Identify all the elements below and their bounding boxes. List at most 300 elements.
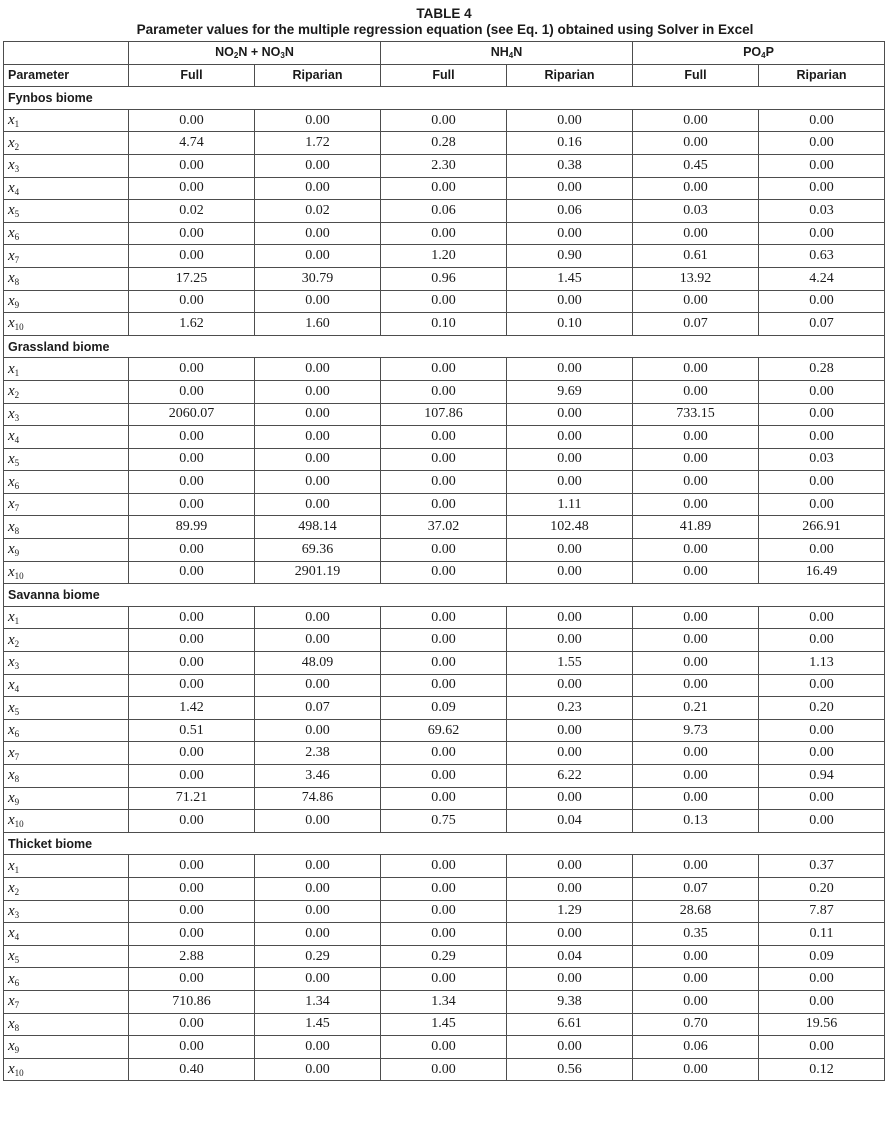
parameter-index: 8 [14, 774, 20, 785]
value-cell: 0.70 [633, 1013, 759, 1036]
sub-header-row [4, 64, 885, 87]
value-cell: 0.00 [759, 539, 885, 562]
value-cell: 0.00 [633, 990, 759, 1013]
parameter-symbol: x [8, 970, 15, 987]
value-cell: 0.00 [759, 222, 885, 245]
parameter-cell [4, 990, 129, 1013]
sub-header-full: Full [381, 64, 507, 87]
value-cell: 4.24 [759, 267, 885, 290]
value-cell: 0.00 [759, 154, 885, 177]
table-row [4, 877, 885, 900]
value-cell: 0.00 [633, 448, 759, 471]
value-cell: 0.00 [381, 380, 507, 403]
section-title: Thicket biome [4, 832, 885, 855]
value-cell: 0.00 [759, 606, 885, 629]
group-header-nh4n [381, 42, 633, 65]
value-cell: 0.00 [633, 629, 759, 652]
value-cell: 0.00 [381, 1036, 507, 1059]
value-cell: 0.00 [633, 109, 759, 132]
value-cell: 0.00 [507, 606, 633, 629]
value-cell: 0.00 [255, 606, 381, 629]
value-cell: 0.28 [381, 132, 507, 155]
parameter-symbol: x [8, 450, 15, 467]
sub-header-full: Full [633, 64, 759, 87]
parameter-cell [4, 719, 129, 742]
value-cell: 0.00 [381, 855, 507, 878]
value-cell: 0.00 [633, 222, 759, 245]
value-cell: 0.11 [759, 923, 885, 946]
value-cell: 0.00 [129, 900, 255, 923]
parameter-index: 7 [14, 1000, 20, 1011]
value-cell: 0.00 [381, 426, 507, 449]
parameter-index: 3 [14, 164, 20, 175]
parameter-index: 3 [14, 412, 20, 423]
value-cell: 74.86 [255, 787, 381, 810]
value-cell: 2.38 [255, 742, 381, 765]
group-header-text: N + NO [238, 45, 281, 60]
group-header-text: N [513, 45, 523, 60]
value-cell: 0.00 [129, 154, 255, 177]
table-row [4, 222, 885, 245]
value-cell: 1.62 [129, 313, 255, 336]
value-cell: 0.00 [129, 765, 255, 788]
value-cell: 0.00 [759, 426, 885, 449]
parameter-cell [4, 674, 129, 697]
value-cell: 28.68 [633, 900, 759, 923]
group-header-text: PO [743, 45, 762, 60]
value-cell: 0.12 [759, 1058, 885, 1081]
value-cell: 0.00 [633, 426, 759, 449]
value-cell: 0.00 [507, 923, 633, 946]
parameter-cell [4, 900, 129, 923]
value-cell: 0.00 [381, 222, 507, 245]
value-cell: 9.73 [633, 719, 759, 742]
value-cell: 0.00 [507, 719, 633, 742]
table-label: TABLE 4 [416, 6, 472, 21]
parameter-symbol: x [8, 722, 15, 739]
parameter-cell [4, 652, 129, 675]
parameter-cell [4, 787, 129, 810]
value-cell: 0.90 [507, 245, 633, 268]
value-cell: 0.00 [129, 923, 255, 946]
sub-header-riparian: Riparian [759, 64, 885, 87]
value-cell: 1.45 [381, 1013, 507, 1036]
value-cell: 0.00 [129, 448, 255, 471]
parameter-cell [4, 516, 129, 539]
value-cell: 0.00 [255, 154, 381, 177]
value-cell: 0.00 [633, 539, 759, 562]
value-cell: 0.00 [759, 109, 885, 132]
value-cell: 0.00 [507, 674, 633, 697]
value-cell: 266.91 [759, 516, 885, 539]
value-cell: 41.89 [633, 516, 759, 539]
parameter-cell [4, 448, 129, 471]
value-cell: 69.62 [381, 719, 507, 742]
value-cell: 0.10 [381, 313, 507, 336]
table-row [4, 1058, 885, 1081]
value-cell: 4.74 [129, 132, 255, 155]
table-row [4, 177, 885, 200]
parameter-cell [4, 1013, 129, 1036]
value-cell: 0.07 [633, 877, 759, 900]
table-row [4, 493, 885, 516]
value-cell: 0.00 [255, 290, 381, 313]
parameter-index: 6 [14, 480, 20, 491]
value-cell: 0.00 [255, 1036, 381, 1059]
parameter-index: 9 [14, 1045, 20, 1056]
value-cell: 0.20 [759, 877, 885, 900]
table-row [4, 810, 885, 833]
value-cell: 0.00 [507, 426, 633, 449]
value-cell: 0.00 [381, 471, 507, 494]
value-cell: 0.00 [381, 765, 507, 788]
value-cell: 0.00 [507, 222, 633, 245]
table-row [4, 403, 885, 426]
parameter-index: 5 [14, 209, 20, 220]
value-cell: 0.00 [633, 380, 759, 403]
parameter-cell [4, 877, 129, 900]
parameter-cell [4, 923, 129, 946]
value-cell: 0.00 [507, 742, 633, 765]
parameter-index: 2 [14, 887, 20, 898]
value-cell: 107.86 [381, 403, 507, 426]
value-cell: 0.00 [255, 810, 381, 833]
parameter-symbol: x [8, 405, 15, 422]
value-cell: 0.00 [255, 358, 381, 381]
value-cell: 0.29 [381, 945, 507, 968]
parameter-symbol: x [8, 473, 15, 490]
value-cell: 6.22 [507, 765, 633, 788]
value-cell: 0.00 [255, 900, 381, 923]
parameter-symbol: x [8, 993, 15, 1010]
value-cell: 0.00 [507, 855, 633, 878]
value-cell: 0.00 [759, 132, 885, 155]
parameter-cell [4, 765, 129, 788]
value-cell: 0.00 [255, 380, 381, 403]
value-cell: 0.00 [759, 471, 885, 494]
value-cell: 71.21 [129, 787, 255, 810]
value-cell: 0.03 [759, 448, 885, 471]
value-cell: 0.00 [759, 1036, 885, 1059]
value-cell: 0.00 [381, 1058, 507, 1081]
group-header-subscript: 2 [233, 51, 239, 61]
value-cell: 1.34 [381, 990, 507, 1013]
parameter-index: 8 [14, 277, 20, 288]
value-cell: 2.30 [381, 154, 507, 177]
parameter-index: 1 [14, 616, 20, 627]
value-cell: 0.00 [129, 177, 255, 200]
value-cell: 1.13 [759, 652, 885, 675]
parameter-symbol: x [8, 857, 15, 874]
value-cell: 0.00 [129, 358, 255, 381]
value-cell: 0.23 [507, 697, 633, 720]
value-cell: 0.00 [381, 877, 507, 900]
section-row-grassland-biome [4, 335, 885, 358]
parameter-cell [4, 154, 129, 177]
value-cell: 0.00 [759, 810, 885, 833]
value-cell: 69.36 [255, 539, 381, 562]
value-cell: 0.00 [381, 742, 507, 765]
parameter-symbol: x [8, 518, 15, 535]
value-cell: 0.00 [255, 493, 381, 516]
value-cell: 0.00 [129, 493, 255, 516]
value-cell: 0.00 [129, 968, 255, 991]
value-cell: 0.00 [129, 471, 255, 494]
parameter-cell [4, 968, 129, 991]
value-cell: 9.38 [507, 990, 633, 1013]
value-cell: 0.00 [759, 380, 885, 403]
value-cell: 0.07 [633, 313, 759, 336]
value-cell: 0.00 [255, 1058, 381, 1081]
table-row [4, 132, 885, 155]
value-cell: 16.49 [759, 561, 885, 584]
value-cell: 48.09 [255, 652, 381, 675]
value-cell: 0.00 [255, 855, 381, 878]
table-caption: Parameter values for the multiple regression equation (see Eq. 1) obtained using Solver in Excel [136, 22, 754, 37]
parameter-symbol: x [8, 315, 15, 332]
parameter-cell [4, 313, 129, 336]
value-cell: 2901.19 [255, 561, 381, 584]
value-cell: 0.21 [633, 697, 759, 720]
table-row [4, 358, 885, 381]
value-cell: 0.00 [633, 1058, 759, 1081]
parameter-cell [4, 810, 129, 833]
value-cell: 7.87 [759, 900, 885, 923]
value-cell: 0.07 [255, 697, 381, 720]
value-cell: 0.03 [759, 200, 885, 223]
parameter-symbol: x [8, 812, 15, 829]
value-cell: 0.00 [633, 561, 759, 584]
parameter-index: 7 [14, 751, 20, 762]
value-cell: 0.00 [381, 290, 507, 313]
value-cell: 0.00 [507, 109, 633, 132]
value-cell: 0.00 [255, 674, 381, 697]
parameter-cell [4, 1058, 129, 1081]
value-cell: 0.00 [633, 855, 759, 878]
value-cell: 0.06 [381, 200, 507, 223]
parameter-column-header: Parameter [4, 64, 129, 87]
value-cell: 102.48 [507, 516, 633, 539]
value-cell: 0.28 [759, 358, 885, 381]
table-row [4, 109, 885, 132]
parameter-symbol: x [8, 1015, 15, 1032]
value-cell: 0.00 [759, 742, 885, 765]
value-cell: 498.14 [255, 516, 381, 539]
parameter-symbol: x [8, 428, 15, 445]
value-cell: 0.63 [759, 245, 885, 268]
table-document [3, 6, 885, 1081]
parameter-cell [4, 1036, 129, 1059]
value-cell: 0.00 [381, 561, 507, 584]
section-row-fynbos-biome [4, 87, 885, 110]
parameter-cell [4, 200, 129, 223]
parameter-symbol: x [8, 360, 15, 377]
parameter-index: 10 [14, 570, 24, 581]
value-cell: 0.00 [381, 900, 507, 923]
parameter-symbol: x [8, 631, 15, 648]
parameter-index: 3 [14, 661, 20, 672]
parameter-cell [4, 561, 129, 584]
parameter-symbol: x [8, 789, 15, 806]
value-cell: 0.00 [129, 1036, 255, 1059]
parameter-symbol: x [8, 699, 15, 716]
table-body [4, 87, 885, 1081]
table-row [4, 697, 885, 720]
parameter-symbol: x [8, 925, 15, 942]
value-cell: 0.00 [381, 177, 507, 200]
value-cell: 0.00 [507, 629, 633, 652]
value-cell: 0.96 [381, 267, 507, 290]
parameter-cell [4, 471, 129, 494]
value-cell: 0.00 [129, 877, 255, 900]
value-cell: 0.09 [759, 945, 885, 968]
table-row [4, 380, 885, 403]
value-cell: 0.00 [633, 290, 759, 313]
value-cell: 0.00 [507, 561, 633, 584]
value-cell: 0.00 [759, 290, 885, 313]
value-cell: 0.00 [633, 765, 759, 788]
value-cell: 17.25 [129, 267, 255, 290]
value-cell: 0.00 [381, 493, 507, 516]
value-cell: 19.56 [759, 1013, 885, 1036]
value-cell: 0.00 [255, 877, 381, 900]
section-title: Grassland biome [4, 335, 885, 358]
value-cell: 0.00 [255, 109, 381, 132]
parameter-index: 10 [14, 322, 24, 333]
parameter-index: 9 [14, 796, 20, 807]
value-cell: 0.00 [255, 177, 381, 200]
value-cell: 0.00 [759, 674, 885, 697]
value-cell: 0.00 [759, 990, 885, 1013]
parameter-cell [4, 855, 129, 878]
parameter-symbol: x [8, 676, 15, 693]
value-cell: 0.00 [129, 380, 255, 403]
parameter-index: 6 [14, 232, 20, 243]
value-cell: 0.00 [129, 674, 255, 697]
parameter-index: 1 [14, 864, 20, 875]
value-cell: 0.00 [507, 968, 633, 991]
table-row [4, 990, 885, 1013]
value-cell: 0.61 [633, 245, 759, 268]
value-cell: 1.20 [381, 245, 507, 268]
value-cell: 0.00 [255, 629, 381, 652]
value-cell: 0.00 [255, 245, 381, 268]
value-cell: 0.00 [255, 448, 381, 471]
value-cell: 0.00 [381, 652, 507, 675]
value-cell: 0.51 [129, 719, 255, 742]
group-header-row [4, 42, 885, 65]
parameter-cell [4, 222, 129, 245]
section-title: Fynbos biome [4, 87, 885, 110]
value-cell: 0.75 [381, 810, 507, 833]
group-header-text: N [284, 45, 294, 60]
value-cell: 1.29 [507, 900, 633, 923]
parameter-index: 4 [14, 683, 20, 694]
value-cell: 0.00 [633, 132, 759, 155]
parameter-cell [4, 109, 129, 132]
value-cell: 0.00 [255, 471, 381, 494]
value-cell: 0.00 [129, 109, 255, 132]
value-cell: 0.45 [633, 154, 759, 177]
value-cell: 1.42 [129, 697, 255, 720]
value-cell: 0.00 [129, 426, 255, 449]
parameter-index: 2 [14, 141, 20, 152]
value-cell: 0.00 [507, 177, 633, 200]
group-header-text: NH [490, 45, 509, 60]
value-cell: 0.00 [129, 290, 255, 313]
parameter-symbol: x [8, 225, 15, 242]
value-cell: 0.02 [129, 200, 255, 223]
value-cell: 0.35 [633, 923, 759, 946]
value-cell: 0.40 [129, 1058, 255, 1081]
value-cell: 0.04 [507, 810, 633, 833]
value-cell: 0.00 [255, 719, 381, 742]
parameter-index: 10 [14, 1068, 24, 1079]
table-row [4, 539, 885, 562]
value-cell: 0.06 [507, 200, 633, 223]
value-cell: 0.00 [129, 539, 255, 562]
value-cell: 0.00 [633, 471, 759, 494]
value-cell: 733.15 [633, 403, 759, 426]
value-cell: 1.11 [507, 493, 633, 516]
value-cell: 0.00 [255, 403, 381, 426]
value-cell: 0.00 [381, 674, 507, 697]
value-cell: 0.00 [507, 1036, 633, 1059]
value-cell: 89.99 [129, 516, 255, 539]
value-cell: 0.00 [381, 358, 507, 381]
value-cell: 0.00 [507, 290, 633, 313]
table-row [4, 426, 885, 449]
value-cell: 0.00 [129, 222, 255, 245]
parameter-symbol: x [8, 948, 15, 965]
parameter-symbol: x [8, 880, 15, 897]
value-cell: 0.37 [759, 855, 885, 878]
value-cell: 0.00 [633, 493, 759, 516]
parameter-symbol: x [8, 1038, 15, 1055]
group-header-text: P [765, 45, 774, 60]
parameter-index: 7 [14, 254, 20, 265]
parameter-cell [4, 742, 129, 765]
table-row [4, 674, 885, 697]
value-cell: 9.69 [507, 380, 633, 403]
value-cell: 0.00 [507, 539, 633, 562]
value-cell: 0.00 [633, 674, 759, 697]
value-cell: 0.56 [507, 1058, 633, 1081]
value-cell: 0.00 [129, 561, 255, 584]
parameter-symbol: x [8, 157, 15, 174]
parameter-cell [4, 403, 129, 426]
group-header-po4p [633, 42, 885, 65]
value-cell: 0.00 [381, 606, 507, 629]
table-row [4, 267, 885, 290]
value-cell: 6.61 [507, 1013, 633, 1036]
table-row [4, 719, 885, 742]
section-title: Savanna biome [4, 584, 885, 607]
value-cell: 1.55 [507, 652, 633, 675]
table-row [4, 245, 885, 268]
value-cell: 0.00 [381, 109, 507, 132]
parameter-index: 9 [14, 548, 20, 559]
value-cell: 0.04 [507, 945, 633, 968]
section-row-thicket-biome [4, 832, 885, 855]
parameter-symbol: x [8, 1061, 15, 1078]
value-cell: 0.38 [507, 154, 633, 177]
value-cell: 0.00 [381, 968, 507, 991]
group-header-no2n-no3n [129, 42, 381, 65]
parameter-index: 1 [14, 119, 20, 130]
value-cell: 1.45 [255, 1013, 381, 1036]
value-cell: 0.00 [633, 177, 759, 200]
